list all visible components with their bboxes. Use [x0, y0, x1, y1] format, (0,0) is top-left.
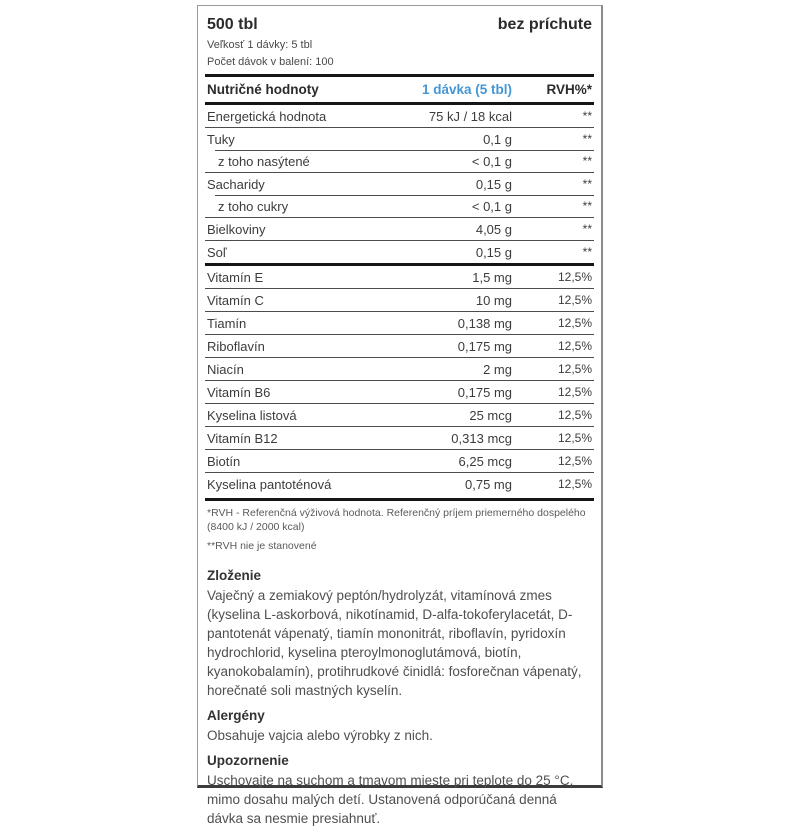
nutrient-value: 2 mg: [483, 361, 512, 377]
nutrient-value: 75 kJ / 18 kcal: [428, 108, 512, 124]
nutrient-rvh: **: [582, 177, 592, 191]
section-heading: Zloženie: [207, 568, 262, 583]
table-row: [205, 472, 594, 495]
nutrient-rvh: 12,5%: [557, 408, 592, 422]
serving-size: Veľkosť 1 dávky: 5 tbl: [207, 39, 313, 51]
section-heading: Alergény: [207, 708, 265, 723]
nutrient-name: Biotín: [207, 453, 241, 469]
nutrient-name: Vitamín E: [207, 269, 264, 285]
info-section: [205, 708, 594, 745]
nutrient-value: 0,313 mcg: [451, 430, 512, 446]
footnotes: [205, 501, 594, 560]
nutrient-value: 4,05 g: [475, 221, 512, 237]
nutrient-name: Energetická hodnota: [207, 108, 327, 124]
table-row: [205, 426, 594, 449]
nutrient-value: 25 mcg: [469, 407, 512, 423]
nutrient-value: 0,75 mg: [465, 476, 512, 492]
table-row: [205, 357, 594, 380]
section-body: Obsahuje vajcia alebo výrobky z nich.: [207, 728, 433, 743]
nutrient-name: Vitamín B12: [207, 430, 278, 446]
nutrient-name: Tiamín: [207, 315, 247, 331]
info-section: [205, 753, 594, 828]
nutrient-rvh: **: [582, 199, 592, 213]
nutrient-name: Kyselina pantoténová: [207, 476, 332, 492]
table-row: [205, 240, 594, 263]
nutrient-rvh: 12,5%: [557, 316, 592, 330]
nutrition-table-header: [205, 77, 594, 105]
nutrient-value: 0,175 mg: [457, 384, 512, 400]
nutrient-name: Sacharidy: [207, 176, 265, 192]
column-header-serving: 1 dávka (5 tbl): [421, 82, 512, 97]
table-row: [205, 311, 594, 334]
product-size: 500 tbl: [207, 16, 258, 33]
nutrient-name: Vitamín C: [207, 292, 264, 308]
nutrient-name: Bielkoviny: [207, 221, 266, 237]
nutrient-rvh: 12,5%: [557, 339, 592, 353]
nutrient-rvh: 12,5%: [557, 477, 592, 491]
table-row: [205, 449, 594, 472]
nutrition-table: [205, 105, 594, 495]
nutrient-value: < 0,1 g: [471, 153, 512, 169]
column-header-nutrients: Nutričné hodnoty: [207, 82, 319, 97]
table-row: [205, 105, 594, 127]
table-row: [205, 172, 594, 195]
nutrient-name: Vitamín B6: [207, 384, 271, 400]
nutrient-rvh: **: [582, 132, 592, 146]
table-row: [205, 334, 594, 357]
section-body: Vaječný a zemiakový peptón/hydrolyzát, vitamínová zmes (kyselina L-askorbová, nikotínamid, D-alfa-tokoferylacetát, D-pantotenát vápenatý, tiamín mononitrát, riboflavín, pyridoxín hydrochlorid, kyselina pteroylmonoglutámová, biotín, kyanokobalamín), protihrudkové činidlá: fosforečnan vápenatý, horečnaté soli mastných kyselín.: [207, 588, 582, 698]
info-section: [205, 568, 594, 700]
table-row: [205, 403, 594, 426]
section-body: Uschovajte na suchom a tmavom mieste pri teplote do 25 °C, mimo dosahu malých detí. Ustanovená odporúčaná denná dávka sa nesmie presiahnuť.: [207, 773, 574, 826]
nutrient-value: 0,15 g: [475, 244, 512, 260]
nutrient-rvh: 12,5%: [557, 362, 592, 376]
nutrition-label: [197, 5, 603, 826]
nutrient-value: < 0,1 g: [471, 198, 512, 214]
nutrient-name: z toho nasýtené: [218, 153, 310, 169]
nutrient-rvh: **: [582, 109, 592, 123]
table-row: [205, 150, 594, 172]
nutrient-name: Tuky: [207, 131, 235, 147]
nutrient-name: z toho cukry: [218, 198, 289, 214]
nutrient-value: 1,5 mg: [472, 269, 512, 285]
nutrient-value: 0,175 mg: [457, 338, 512, 354]
footnote: **RVH nie je stanovené: [207, 540, 317, 552]
table-row: [205, 217, 594, 240]
column-header-rvh: RVH%*: [546, 82, 592, 97]
nutrient-name: Riboflavín: [207, 338, 265, 354]
nutrient-name: Kyselina listová: [207, 407, 297, 423]
section-heading: Upozornenie: [207, 753, 289, 768]
nutrient-rvh: **: [582, 222, 592, 236]
nutrient-value: 0,138 mg: [457, 315, 512, 331]
nutrient-value: 0,1 g: [483, 131, 512, 147]
nutrient-rvh: 12,5%: [557, 385, 592, 399]
footnote: *RVH - Referenčná výživová hodnota. Referenčný príjem priemerného dospelého (8400 kJ / 2000 kcal): [207, 507, 586, 533]
servings-per-pack: Počet dávok v balení: 100: [207, 56, 334, 68]
nutrient-rvh: 12,5%: [557, 293, 592, 307]
nutrient-rvh: 12,5%: [557, 454, 592, 468]
nutrient-rvh: **: [582, 154, 592, 168]
table-row: [205, 263, 594, 288]
nutrient-name: Soľ: [207, 244, 227, 260]
table-row: [205, 380, 594, 403]
nutrient-value: 10 mg: [475, 292, 512, 308]
table-row: [205, 127, 594, 150]
table-row: [205, 288, 594, 311]
nutrient-value: 0,15 g: [475, 176, 512, 192]
nutrient-rvh: 12,5%: [557, 431, 592, 445]
product-flavor: bez príchute: [497, 16, 592, 33]
nutrient-rvh: **: [582, 245, 592, 259]
info-sections: [205, 568, 594, 828]
table-row: [205, 195, 594, 217]
nutrient-name: Niacín: [207, 361, 244, 377]
label-header: [205, 11, 594, 37]
nutrient-rvh: 12,5%: [557, 270, 592, 284]
nutrient-value: 6,25 mcg: [458, 453, 512, 469]
